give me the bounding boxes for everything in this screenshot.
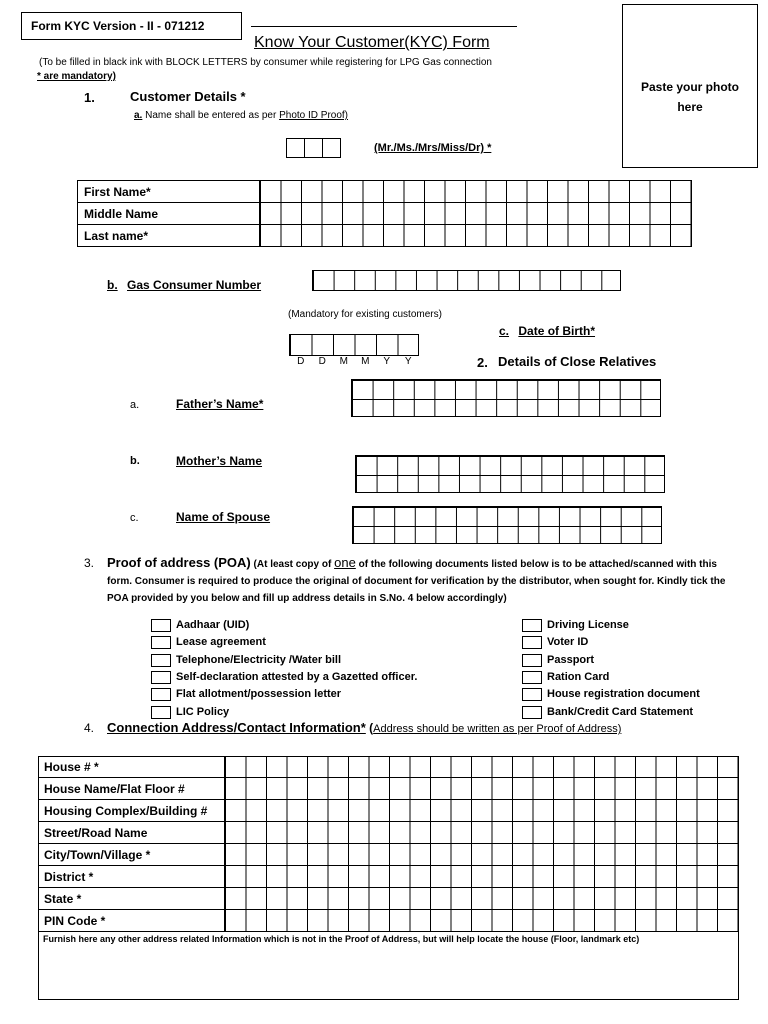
- poa-option-label: Lease agreement: [176, 636, 266, 648]
- poa-checkbox[interactable]: [522, 654, 542, 667]
- section2-number: 2.: [477, 355, 488, 370]
- form-version-box: [21, 12, 242, 40]
- relative-label: Father’s Name*: [176, 397, 264, 411]
- poa-checkbox[interactable]: [151, 706, 171, 719]
- name-row-boxes[interactable]: [260, 203, 692, 225]
- address-row-label: City/Town/Village *: [39, 844, 225, 866]
- address-row-boxes[interactable]: [225, 778, 739, 800]
- address-row-boxes[interactable]: [225, 800, 739, 822]
- section3-number: 3.: [84, 556, 95, 570]
- address-row-label: PIN Code *: [39, 910, 225, 932]
- section4-note: Address should be written as per Proof of Address): [373, 723, 622, 735]
- salutation-boxes[interactable]: [286, 138, 340, 158]
- fathers-name-boxes[interactable]: [351, 379, 661, 417]
- address-row-label: Street/Road Name: [39, 822, 225, 844]
- dob-format-label: Y: [404, 356, 412, 367]
- spouse-name-boxes[interactable]: [352, 506, 662, 544]
- photo-box[interactable]: [622, 4, 758, 168]
- dob-format-label: D: [297, 356, 305, 367]
- instruction-text: (To be filled in black ink with BLOCK LETTERS by consumer while registering for LPG Gas connection: [39, 57, 492, 68]
- poa-option-label: Voter ID: [547, 636, 589, 648]
- dob-letter: c.: [499, 324, 510, 338]
- poa-checkbox[interactable]: [522, 706, 542, 719]
- section3-title: Proof of address (POA): [107, 555, 251, 570]
- consumer-number-label: [107, 278, 261, 292]
- form-version: Form KYC Version - II - 071212: [31, 19, 205, 33]
- poa-option-label: House registration document: [547, 688, 700, 700]
- address-row-boxes[interactable]: [225, 844, 739, 866]
- address-row-boxes[interactable]: [225, 757, 739, 778]
- poa-checkbox[interactable]: [151, 671, 171, 684]
- name-row-label: Middle Name: [78, 203, 260, 225]
- title-rule: [251, 26, 517, 27]
- section3-header: [107, 554, 737, 607]
- name-instruction-proof: Photo ID Proof): [279, 110, 349, 121]
- section4-header: [107, 720, 621, 735]
- poa-option-label: Driving License: [547, 619, 629, 631]
- relative-label: Name of Spouse: [176, 510, 271, 524]
- section3-desc-post: of the following documents listed below is to be attached/scanned with this form. Consumer is required to produce the original of document for verification by the distributor, when sought for. Kindly tick the POA provided by you below and fill up address details in S.No. 4 below accordingly): [107, 559, 726, 604]
- section4-note-pre: (: [365, 721, 374, 735]
- address-row-label: State *: [39, 888, 225, 910]
- name-row-label: Last name*: [78, 225, 260, 247]
- address-row-boxes[interactable]: [225, 866, 739, 888]
- mothers-name-boxes[interactable]: [355, 455, 665, 493]
- section4-title: Connection Address/Contact Information*: [107, 720, 366, 735]
- poa-checkbox[interactable]: [522, 671, 542, 684]
- dob-format-label: Y: [383, 356, 391, 367]
- dob-format-label: D: [318, 356, 326, 367]
- section1-number: 1.: [84, 90, 95, 105]
- relative-letter: c.: [130, 512, 139, 524]
- poa-option-label: Flat allotment/possession letter: [176, 688, 342, 700]
- poa-checkbox[interactable]: [151, 619, 171, 632]
- poa-option-label: Bank/Credit Card Statement: [547, 706, 694, 718]
- address-row-label: Housing Complex/Building #: [39, 800, 225, 822]
- address-row-boxes[interactable]: [225, 822, 739, 844]
- name-table[interactable]: [77, 180, 692, 247]
- poa-option-label: Ration Card: [547, 671, 610, 683]
- name-row-boxes[interactable]: [260, 225, 692, 247]
- section1-title: Customer Details *: [130, 89, 246, 104]
- address-row-label: House Name/Flat Floor #: [39, 778, 225, 800]
- poa-checkbox[interactable]: [151, 654, 171, 667]
- poa-option-label: Passport: [547, 654, 595, 666]
- name-instruction-text: Name shall be entered as per: [145, 110, 280, 121]
- section3-desc-one: one: [334, 555, 356, 570]
- address-row-boxes[interactable]: [225, 888, 739, 910]
- dob-boxes[interactable]: [289, 334, 419, 356]
- relative-label: Mother’s Name: [176, 454, 263, 468]
- consumer-number-note: (Mandatory for existing customers): [288, 309, 442, 320]
- form-title: Know Your Customer(KYC) Form: [254, 34, 490, 51]
- dob-text: Date of Birth*: [518, 324, 596, 338]
- name-instruction: [134, 110, 348, 121]
- consumer-number-text: Gas Consumer Number: [127, 278, 262, 292]
- poa-option-label: LIC Policy: [176, 706, 230, 718]
- section3-desc-pre: (At least copy of: [253, 559, 335, 570]
- additional-address-label: Furnish here any other address related Information which is not in the Proof of Address, but will help locate the house (Floor, landmark etc): [43, 934, 640, 944]
- name-row-label: First Name*: [78, 181, 260, 203]
- section4-number: 4.: [84, 721, 95, 735]
- poa-option-label: Aadhaar (UID): [176, 619, 250, 631]
- photo-box-text: Paste your photo here: [640, 80, 739, 114]
- additional-address-info[interactable]: [39, 932, 739, 1000]
- poa-checkbox[interactable]: [522, 636, 542, 649]
- relative-letter: b.: [130, 455, 140, 467]
- poa-option-label: Self-declaration attested by a Gazetted officer.: [176, 671, 418, 683]
- section2-title: Details of Close Relatives: [498, 354, 657, 369]
- mandatory-note: * are mandatory): [37, 71, 116, 82]
- address-row-label: District *: [39, 866, 225, 888]
- poa-checkbox[interactable]: [151, 688, 171, 701]
- address-row-label: House # *: [39, 757, 225, 778]
- salutation-label: (Mr./Ms./Mrs/Miss/Dr) *: [374, 142, 492, 154]
- poa-checkbox[interactable]: [151, 636, 171, 649]
- relative-letter: a.: [130, 399, 140, 411]
- name-instruction-label: a.: [134, 110, 143, 121]
- address-table[interactable]: [38, 756, 739, 1000]
- dob-format-label: M: [339, 356, 348, 367]
- dob-label: [499, 324, 595, 338]
- poa-checkbox[interactable]: [522, 619, 542, 632]
- address-row-boxes[interactable]: [225, 910, 739, 932]
- dob-format-labels: [290, 356, 420, 367]
- consumer-number-boxes[interactable]: [312, 270, 621, 291]
- dob-format-label: M: [361, 356, 370, 367]
- name-row-boxes[interactable]: [260, 181, 692, 203]
- consumer-number-letter: b.: [107, 278, 118, 292]
- poa-checkbox[interactable]: [522, 688, 542, 701]
- poa-option-label: Telephone/Electricity /Water bill: [176, 654, 342, 666]
